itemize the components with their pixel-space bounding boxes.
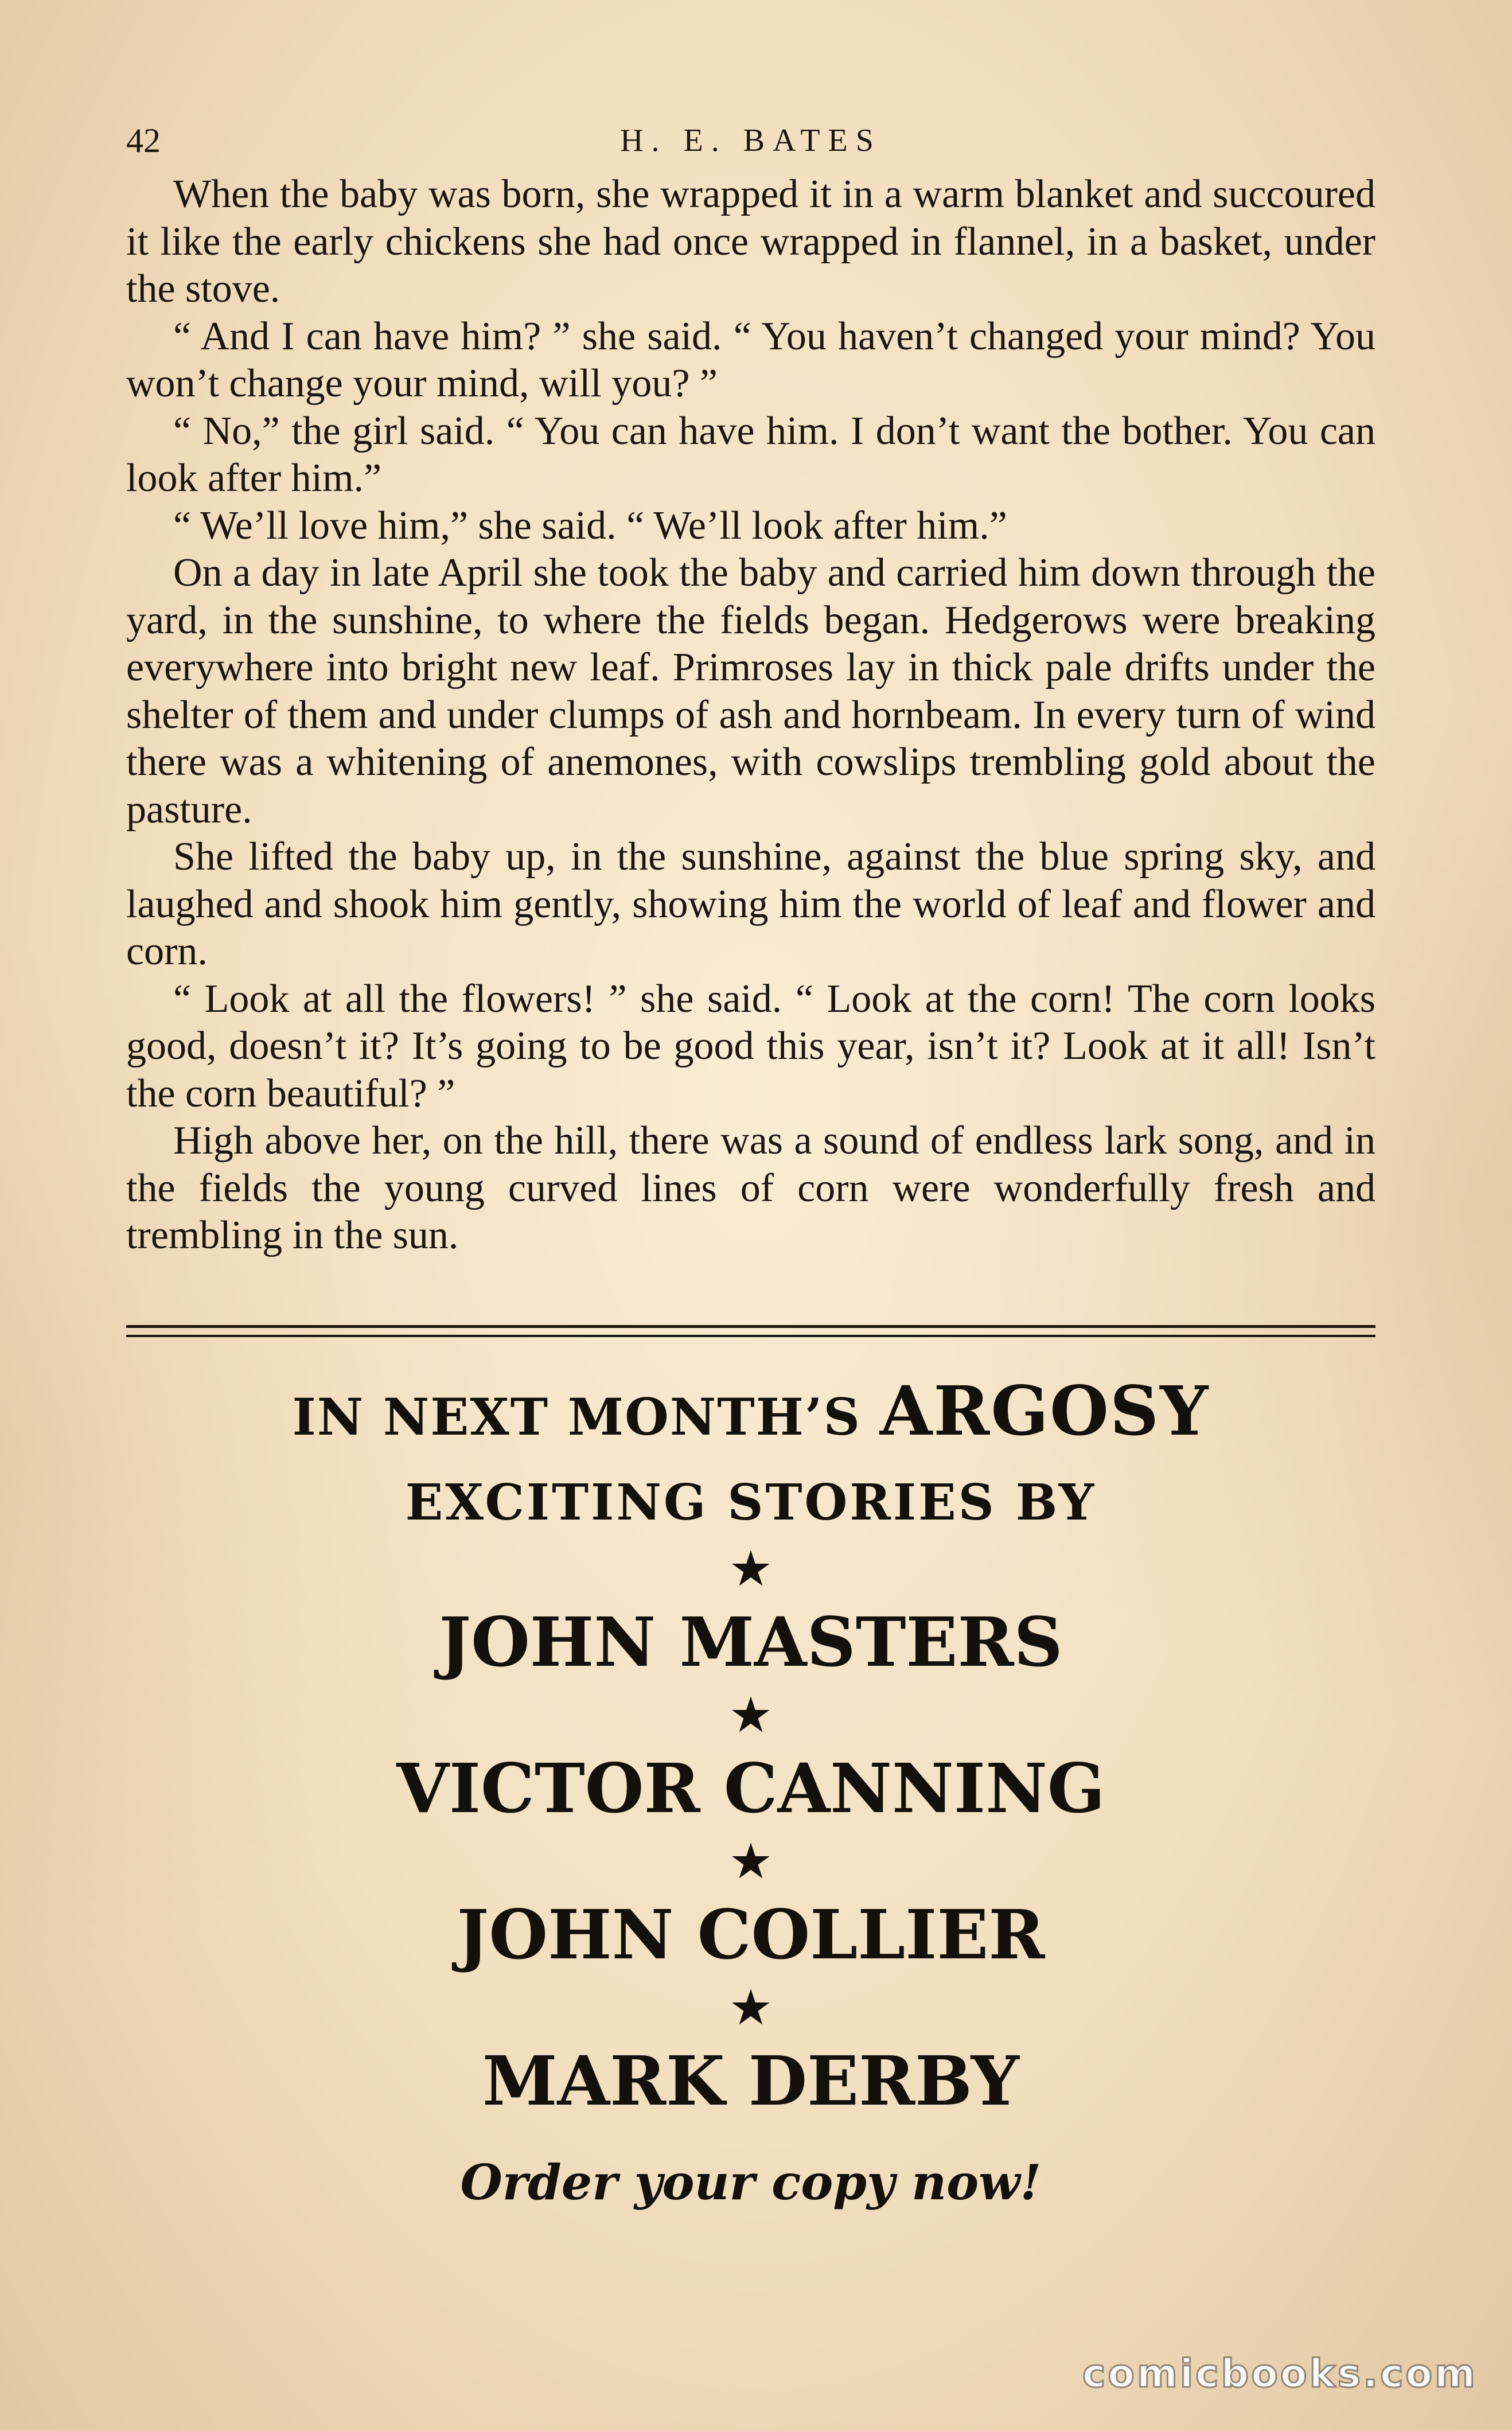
divider-line-bottom (126, 1335, 1375, 1337)
story-paragraph: “ No,” the girl said. “ You can have him. I don’t want the bother. You can look after him.” (126, 408, 1375, 500)
story-text (126, 171, 1375, 1260)
double-rule-divider (126, 1325, 1375, 1339)
call-to-action: Order your copy now! (460, 2154, 1042, 2211)
ad-headline-brand: ARGOSY (879, 1371, 1210, 1451)
divider-line-top (126, 1325, 1375, 1328)
ad-headline (126, 1365, 1375, 1457)
story-paragraph: “ We’ll love him,” she said. “ We’ll look after him.” (173, 503, 1007, 548)
story-paragraph: On a day in late April she took the baby and carried him down through the yard, in the sunshine, to where the fields began. Hedgerows were breaking everywhere into bright new leaf. Primroses lay in thick pale drifts under the shelter of them and under clumps of ash and hornbeam. In every turn of wind there was a whitening of anemones, with cowslips trembling gold about the pasture. (126, 551, 1375, 832)
author-name: JOHN MASTERS (439, 1602, 1063, 1682)
story-paragraph: “ Look at all the flowers! ” she said. “ Look at the corn! The corn looks good, doesn’t it? It’s going to be good this year, isn’t it? Look at it all! Isn’t the corn beautiful? ” (126, 976, 1375, 1116)
page-number: 42 (126, 122, 161, 159)
story-paragraph: “ And I can have him? ” she said. “ You haven’t changed your mind? You won’t change your mind, will you? ” (126, 314, 1375, 406)
star-icon: ★ (731, 1836, 771, 1887)
ad-subhead: EXCITING STORIES BY (405, 1474, 1097, 1532)
story-paragraph: High above her, on the hill, there was a sound of endless lark song, and in the fields the young curved lines of corn were wonderfully fresh and trembling in the sun. (126, 1119, 1375, 1257)
ad-headline-prefix: IN NEXT MONTH’S (292, 1387, 862, 1447)
running-head (126, 118, 1375, 163)
story-paragraph: She lifted the baby up, in the sunshine, against the blue spring sky, and laughed and shook him gently, showing him the world of leaf and flower and corn. (126, 835, 1375, 973)
story-paragraph: When the baby was born, she wrapped it in a warm blanket and succoured it like the early chickens she had once wrapped in flannel, in a basket, under the stove. (126, 172, 1375, 311)
star-icon: ★ (731, 1689, 771, 1740)
watermark: comicbooks.com (1082, 2351, 1478, 2397)
argosy-advertisement (126, 1365, 1375, 2226)
running-title: H. E. BATES (620, 123, 882, 158)
star-icon: ★ (731, 1543, 771, 1594)
star-icon: ★ (731, 1982, 771, 2033)
author-name: JOHN COLLIER (457, 1895, 1045, 1974)
author-name: VICTOR CANNING (396, 1748, 1105, 1828)
author-name: MARK DERBY (482, 2041, 1020, 2121)
